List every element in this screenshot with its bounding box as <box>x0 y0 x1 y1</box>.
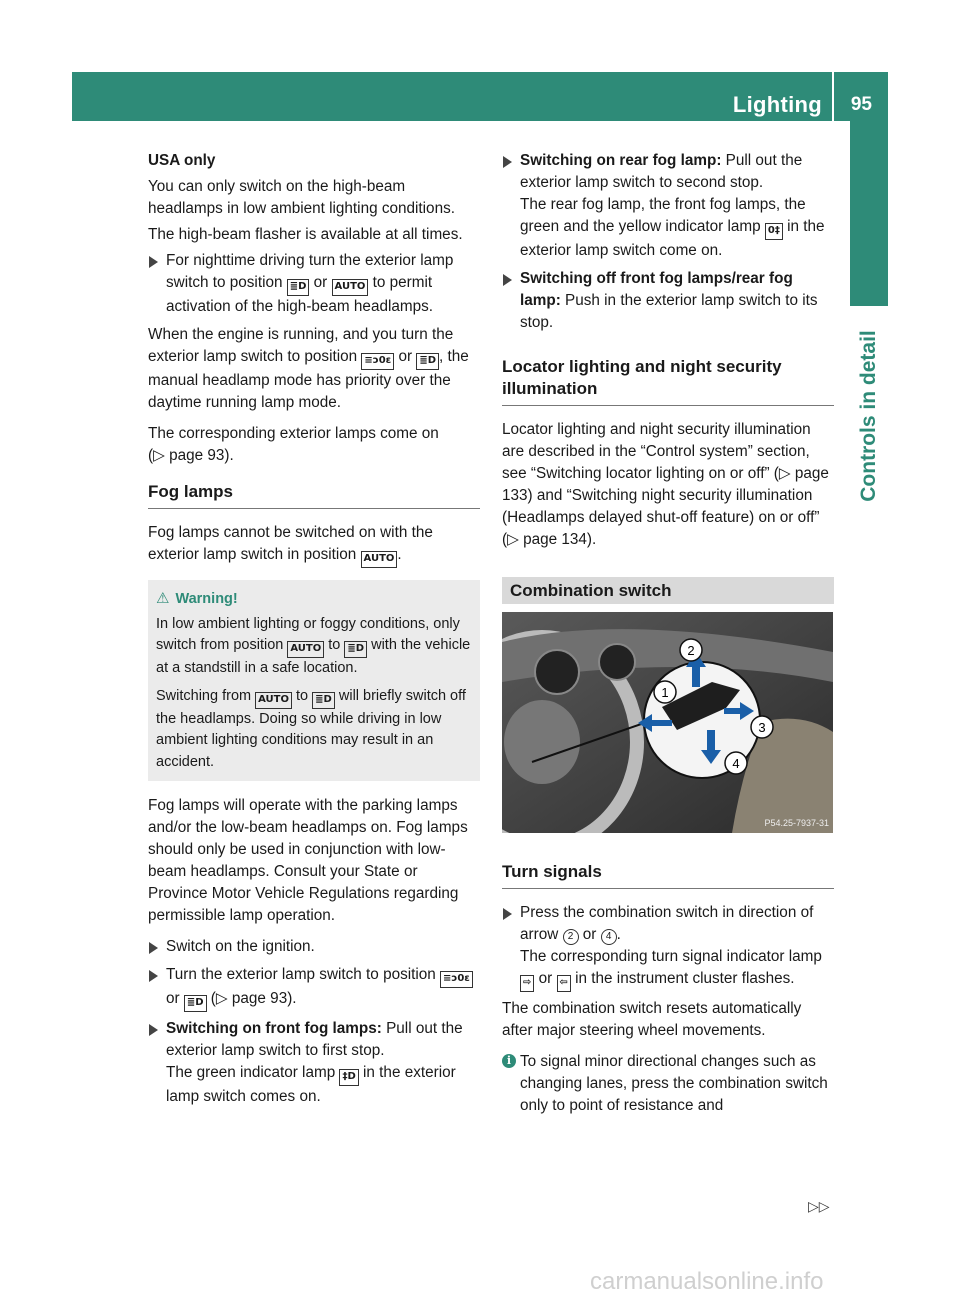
circle-4-icon: 4 <box>601 929 617 945</box>
parking-lamp-icon: ≡ɔ0ɛ <box>361 353 394 370</box>
step-arrow-icon <box>503 274 512 286</box>
side-label: Controls in detail <box>857 330 881 502</box>
step-arrow-icon <box>149 1024 158 1036</box>
fog-lamps-heading: Fog lamps <box>148 481 480 509</box>
side-tab <box>850 121 888 306</box>
turn-paragraph: The combination switch resets automatically after major steering wheel movements. <box>502 1000 802 1039</box>
step-arrow-icon <box>149 942 158 954</box>
usa-paragraph-2: The high-beam flasher is available at all times. <box>148 226 463 243</box>
usa-title: USA only <box>148 152 216 169</box>
step-arrow-icon <box>503 156 512 168</box>
low-beam-icon: ≣D <box>287 279 310 296</box>
corresponding-paragraph: The corresponding exterior lamps come on (▷ page 93). <box>148 425 439 464</box>
usa-paragraph-1: You can only switch on the high-beam headlamps in low ambient lighting conditions. <box>148 178 455 217</box>
callout-1-label: 1 <box>661 685 669 700</box>
step-fog-off: Switching off front fog lamps/rear fog lamp: Push in the exterior lamp switch to its stop. <box>502 268 834 334</box>
page-number: 95 <box>850 94 872 115</box>
photo-code: P54.25-7937-31 <box>764 818 829 828</box>
info-icon: i <box>502 1054 516 1068</box>
auto-icon: AUTO <box>361 551 398 568</box>
callout-2-label: 2 <box>687 643 695 658</box>
locator-paragraph: Locator lighting and night security illumination are described in the “Control system” section, see “Switching locator lighting on or off” (▷ page 133) and “Switching night security illumination (Headlamps delayed shut-off feature) on or off” (▷ page 134). <box>502 421 829 548</box>
warning-box <box>148 580 480 781</box>
step-front-fog: Switching on front fog lamps: Pull out the exterior lamp switch to first stop. The green indicator lamp ‡D in the exterior lamp switch comes on. <box>148 1018 480 1108</box>
low-beam-icon: ≣D <box>312 692 335 709</box>
locator-heading: Locator lighting and night security illumination <box>502 356 834 406</box>
low-beam-icon: ≣D <box>184 995 207 1012</box>
callout-4-label: 4 <box>732 756 740 771</box>
combination-switch-photo <box>502 612 833 833</box>
parking-lamp-icon: ≡ɔ0ɛ <box>440 971 473 988</box>
page-ref-link: (▷ page 93). <box>210 990 297 1007</box>
warning-paragraph-1: In low ambient lighting or foggy conditions, only switch from position AUTO to ≣D with the vehicle at a standstill in a safe location. <box>156 615 471 676</box>
auto-icon: AUTO <box>332 279 369 296</box>
rear-fog-icon: 0‡ <box>765 223 783 240</box>
fog-paragraph-2: Fog lamps will operate with the parking lamps and/or the low-beam headlamps on. Fog lamps should only be used in conjunction with low-beam headlamps. Consult your State or Province Motor Vehicle Regulations regarding permissible lamp operation. <box>148 797 468 924</box>
info-note: i To signal minor directional changes such as changing lanes, press the combination switch only to point of resistance and <box>502 1051 834 1117</box>
warning-triangle-icon: ⚠ <box>156 590 170 607</box>
front-fog-icon: ‡D <box>339 1069 358 1086</box>
page-title: Lighting <box>732 92 822 117</box>
turn-signals-heading: Turn signals <box>502 861 834 889</box>
step-rear-fog: Switching on rear fog lamp: Pull out the exterior lamp switch to second stop. The rear fog lamp, the front fog lamps, the green and the yellow indicator lamp 0‡ in the exterior lamp switch come on. <box>502 150 834 262</box>
steering-hub <box>504 700 580 784</box>
auto-icon: AUTO <box>255 692 292 709</box>
step-turn-switch: Turn the exterior lamp switch to position ≡ɔ0ɛ or ≣D (▷ page 93). <box>148 964 480 1012</box>
turn-left-icon: ⇦ <box>557 975 571 992</box>
low-beam-icon: ≣D <box>416 353 439 370</box>
continue-arrows-icon: ▷▷ <box>808 1198 830 1214</box>
header-divider <box>832 72 834 121</box>
step-arrow-icon <box>503 908 512 920</box>
step-turn-signal: Press the combination switch in direction of arrow 2 or 4 . The corresponding turn signal indicator lamp ⇨ or ⇦ in the instrument cluster flashes. <box>502 902 834 992</box>
fog-paragraph-1: Fog lamps cannot be switched on with the exterior lamp switch in position AUTO . <box>148 522 480 568</box>
warning-title: ⚠ Warning! <box>156 590 238 607</box>
circle-2-icon: 2 <box>563 929 579 945</box>
left-column <box>148 150 480 1114</box>
step-nighttime: For nighttime driving turn the exterior lamp switch to position ≣D or AUTO to permit activation of the high-beam headlamps. <box>148 250 480 318</box>
gauge-right <box>599 644 635 680</box>
engine-paragraph: When the engine is running, and you turn the exterior lamp switch to position ≡ɔ0ɛ or ≣D , the manual headlamp mode has priority over the daytime running lamp mode. <box>148 326 469 411</box>
page-ref-link: (▷ page 93). <box>148 447 234 464</box>
low-beam-icon: ≣D <box>344 641 367 658</box>
auto-icon: AUTO <box>287 641 324 658</box>
right-column <box>502 150 834 1117</box>
callout-3-label: 3 <box>758 720 766 735</box>
watermark: carmanualsonline.info <box>590 1268 824 1295</box>
step-arrow-icon <box>149 970 158 982</box>
warning-paragraph-2: Switching from AUTO to ≣D will briefly switch off the headlamps. Doing so while driving in low ambient lighting conditions may result in an accident. <box>156 687 466 770</box>
header-bar <box>72 72 888 121</box>
step-arrow-icon <box>149 256 158 268</box>
step-ignition: Switch on the ignition. <box>148 936 480 958</box>
turn-right-icon: ⇨ <box>520 975 534 992</box>
combination-switch-heading: Combination switch <box>502 577 834 604</box>
gauge-left <box>535 650 579 694</box>
